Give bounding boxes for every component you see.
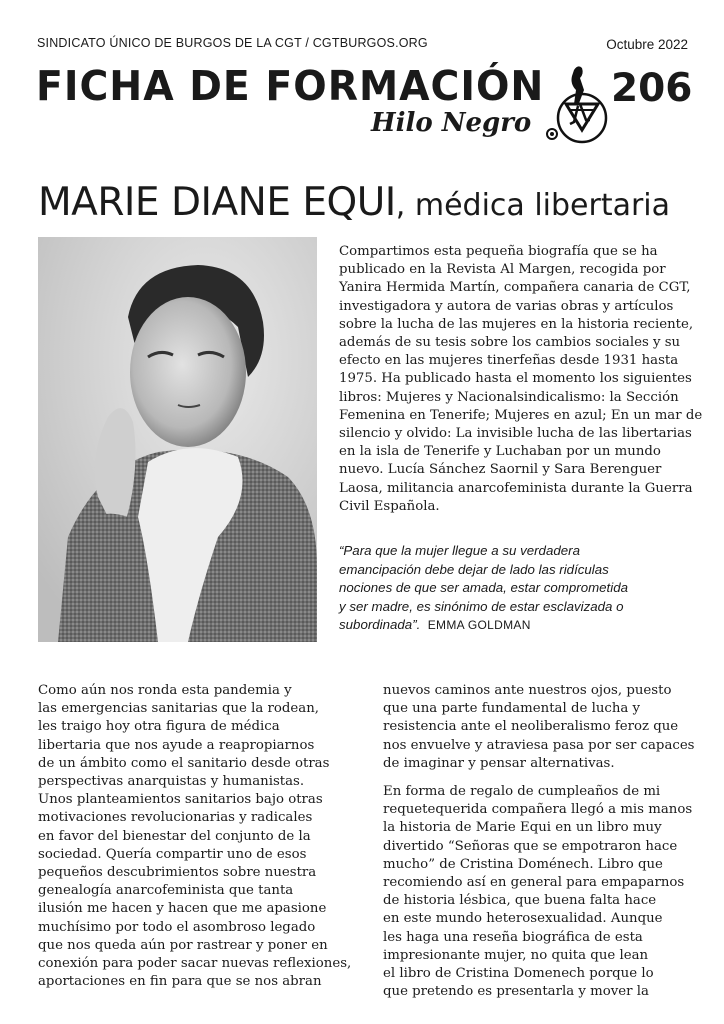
body-line: que nos queda aún por rastrear y poner en — [38, 937, 328, 953]
intro-line: nuevo. Lucía Sánchez Saornil y Sara Berenguer — [339, 462, 662, 478]
body-line: en favor del bienestar del conjunto de la — [38, 828, 311, 844]
body-line: impresionante mujer, no quita que lean — [383, 947, 649, 963]
body-line: les haga una reseña biográfica de esta — [383, 929, 643, 945]
body-column-2 — [383, 682, 705, 1011]
body-line: Unos planteamientos sanitarios bajo otras — [38, 792, 323, 808]
intro-line: sobre la lucha de las mujeres en la historia reciente, — [339, 316, 694, 332]
body-line: Como aún nos ronda esta pandemia y — [38, 683, 292, 698]
quote-last-line — [339, 616, 691, 635]
body-line: nos envuelve y atraviesa pasa por ser capaces — [383, 737, 695, 753]
body-line: en este mundo heterosexualidad. Aunque — [383, 911, 663, 927]
body-line: conexión para poder sacar nuevas reflexiones, — [38, 956, 352, 972]
body-line: de imaginar y pensar alternativas. — [383, 755, 615, 771]
series-title: FICHA DE FORMACIÓN — [36, 62, 545, 110]
body-line: nuevos caminos ante nuestros ojos, puesto — [383, 683, 672, 698]
body-line: de un ámbito como el sanitario desde otras — [38, 755, 330, 771]
body-paragraph — [383, 682, 705, 773]
body-line: En forma de regalo de cumpleaños de mi — [383, 784, 661, 800]
intro-line: efecto en las mujeres tinerfeñas desde 1931 hasta — [339, 353, 679, 369]
intro-line: publicado en la Revista Al Margen, recogida por — [339, 262, 666, 278]
quote-line: “Para que la mujer llegue a su verdadera — [339, 543, 580, 558]
body-line: las emergencias sanitarias que la rodean, — [38, 701, 320, 717]
body-line: divertido “Señoras que se empotraron hace — [383, 838, 678, 854]
body-line: la historia de Marie Equi en un libro muy — [383, 820, 662, 836]
quote-author: EMMA GOLDMAN — [427, 618, 531, 632]
intro-line: Laosa, militancia anarcofeminista durante la Guerra — [339, 480, 693, 496]
article-title — [38, 180, 670, 225]
intro-line: 1975. Ha publicado hasta el momento los siguientes — [339, 371, 692, 387]
body-column-1 — [38, 682, 360, 1001]
intro-line: además de su tesis sobre los cambios sociales y su — [339, 335, 681, 351]
quote-line: emancipación debe dejar de lado las ridículas — [339, 561, 609, 577]
body-line: genealogía anarcofeminista que tanta — [38, 883, 294, 899]
intro-line: Yanira Hermida Martín, compañera canaria de CGT, — [339, 280, 691, 296]
union-header: SINDICATO ÚNICO DE BURGOS DE LA CGT / CGTBURGOS.ORG — [37, 36, 428, 50]
body-line: el libro de Cristina Domenech porque lo — [383, 966, 654, 982]
series-subtitle: Hilo Negro — [371, 108, 532, 138]
intro-line: Compartimos esta pequeña biografía que se ha — [339, 244, 658, 259]
quote-line: y ser madre, es sinónimo de estar esclavizada o — [339, 598, 624, 614]
body-line: recomiendo así en general para empaparnos — [383, 875, 685, 891]
body-paragraph — [383, 783, 705, 1001]
body-line: sociedad. Quería compartir uno de esos — [38, 846, 307, 862]
title-name: MARIE DIANE EQUI — [38, 180, 396, 225]
body-line: mucho” de Cristina Doménech. Libro que — [383, 856, 663, 872]
intro-paragraph — [339, 243, 703, 516]
body-line: libertaria que nos ayude a reapropiarnos — [38, 737, 315, 753]
body-line: requetequerida compañera llegó a mis manos — [383, 802, 693, 818]
title-subtitle: , médica libertaria — [395, 188, 671, 223]
issue-number: 206 — [611, 66, 693, 111]
body-line: motivaciones revolucionarias y radicales — [38, 810, 313, 826]
body-line: que pretendo es presentarla y mover la — [383, 984, 649, 1000]
body-line: pequeños descubrimientos sobre nuestra — [38, 865, 317, 881]
issue-date: Octubre 2022 — [606, 37, 688, 52]
body-line: que una parte fundamental de lucha y — [383, 701, 641, 717]
body-line: perspectivas anarquistas y humanistas. — [38, 774, 305, 790]
body-line: aportaciones en fin para que se nos abran — [38, 974, 322, 990]
quote-line: nociones de que ser amada, estar comprometida — [339, 580, 628, 595]
body-line: de historia lésbica, que buena falta hace — [383, 893, 657, 909]
intro-line: silencio y olvido: La invisible lucha de las libertarias — [339, 426, 692, 442]
body-line: ilusión me hacen y hacen que me apasione — [38, 901, 327, 917]
intro-line: Civil Española. — [339, 498, 440, 514]
body-line: les traigo hoy otra figura de médica — [38, 719, 280, 735]
body-line: resistencia ante el neoliberalismo feroz que — [383, 719, 679, 735]
intro-line: Femenina en Tenerife; Mujeres en azul; En un mar de — [339, 407, 703, 423]
body-paragraph — [38, 682, 360, 991]
goldman-quote — [339, 542, 691, 635]
intro-line: libros: Mujeres y Nacionalsindicalismo: la Sección — [339, 389, 679, 405]
intro-line: investigadora y autora de varias obras y artículos — [339, 298, 674, 314]
intro-line: en la isla de Tenerife y Luchaban por un mundo — [339, 444, 661, 460]
quote-line: subordinada”. — [339, 617, 421, 632]
anarchist-emblem-logo — [540, 60, 612, 148]
portrait-photo — [38, 237, 317, 642]
body-line: muchísimo por todo el asombroso legado — [38, 919, 316, 935]
